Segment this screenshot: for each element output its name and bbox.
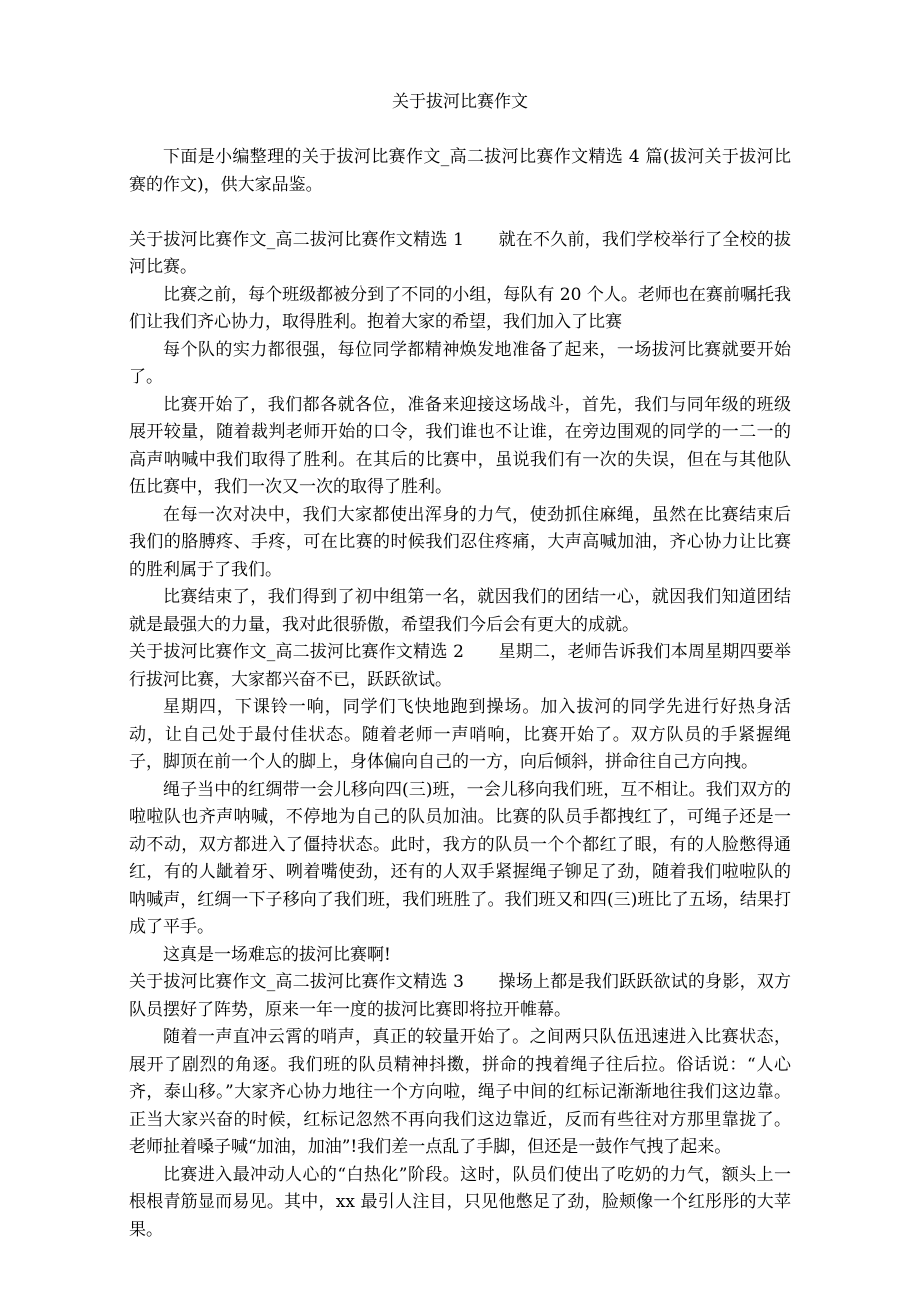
essay-paragraph: 在每一次对决中，我们大家都使出浑身的力气，使劲抓住麻绳，虽然在比赛结束后我们的胳膊疼、手疼，可在比赛的时候我们忍住疼痛，大声高喊加油，齐心协力让比赛的胜利属于了我们。 [129, 504, 791, 580]
section-3-heading-paragraph [129, 969, 791, 1024]
essay-paragraph: 随着一声直冲云霄的哨声，真正的较量开始了。之间两只队伍迅速进入比赛状态，展开了剧烈的角逐。我们班的队员精神抖擞，拼命的拽着绳子往后拉。俗话说：“人心齐，泰山移。”大家齐心协力地往一个方向啦，绳子中间的红标记渐渐地往我们这边靠。正当大家兴奋的时候，红标记忽然不再向我们这边靠近，反而有些往对方那里靠拢了。老师扯着嗓子喊“加油，加油”!我们差一点乱了手脚，但还是一鼓作气拽了起来。 [129, 1027, 791, 1157]
section-lead-text: 操场上都是我们跃跃欲试的身影，双方队员摆好了阵势，原来一年一度的拔河比赛即将拉开帷幕。 [129, 972, 791, 1020]
heading-separator [464, 230, 499, 250]
section-heading: 关于拔河比赛作文_高二拔河比赛作文精选 2 [129, 642, 464, 662]
heading-separator [464, 642, 499, 662]
document-title: 关于拔河比赛作文 [392, 92, 528, 112]
essay-paragraph: 比赛之前，每个班级都被分到了不同的小组，每队有 20 个人。老师也在赛前嘱托我们让我们齐心协力，取得胜利。抱着大家的希望，我们加入了比赛 [129, 284, 791, 332]
essay-paragraph: 这真是一场难忘的拔河比赛啊! [163, 944, 391, 965]
essay-paragraph: 比赛进入最冲动人心的“白热化”阶段。这时，队员们使出了吃奶的力气，额头上一根根青筋显而易见。其中，xx 最引人注目，只见他憋足了劲，脸颊像一个红彤彤的大苹果。 [129, 1164, 791, 1240]
section-lead-text: 就在不久前，我们学校举行了全校的拔河比赛。 [129, 229, 791, 277]
heading-separator [464, 972, 499, 992]
blank-line [129, 117, 791, 145]
essay-paragraph: 绳子当中的红绸带一会儿移向四(三)班，一会儿移向我们班，互不相让。我们双方的啦啦队也齐声呐喊，不停地为自己的队员加油。比赛的队员手都拽红了，可绳子还是一动不动，双方都进入了僵持状态。此时，我方的队员一个个都红了眼，有的人脸憋得通红，有的人龇着牙、咧着嘴使劲，还有的人双手紧握绳子铆足了劲，随着我们啦啦队的呐喊声，红绸一下子移向了我们班，我们班胜了。我们班又和四(三)班比了五场，结果打成了平手。 [129, 779, 791, 937]
section-heading: 关于拔河比赛作文_高二拔河比赛作文精选 3 [129, 972, 464, 992]
intro-paragraph: 下面是小编整理的关于拔河比赛作文_高二拔河比赛作文精选 4 篇(拔河关于拔河比赛的作文)，供大家品鉴。 [129, 147, 791, 195]
blank-line [129, 199, 791, 227]
section-lead-text: 星期二，老师告诉我们本周星期四要举行拔河比赛，大家都兴奋不已，跃跃欲试。 [129, 642, 791, 690]
essay-paragraph: 星期四，下课铃一响，同学们飞快地跑到操场。加入拔河的同学先进行好热身活动，让自己处于最付佳状态。随着老师一声哨响，比赛开始了。双方队员的手紧握绳子，脚顶在前一个人的脚上，身体偏向自己的一方，向后倾斜，拼命往自己方向拽。 [129, 697, 791, 772]
essay-paragraph: 比赛开始了，我们都各就各位，准备来迎接这场战斗，首先，我们与同年级的班级展开较量，随着裁判老师开始的口令，我们谁也不让谁，在旁边围观的同学的一二一的高声呐喊中我们取得了胜利。在其后的比赛中，虽说我们有一次的失误，但在与其他队伍比赛中，我们一次又一次的取得了胜利。 [129, 394, 791, 497]
section-heading: 关于拔河比赛作文_高二拔河比赛作文精选 1 [129, 229, 464, 250]
essay-paragraph: 每个队的实力都很强，每位同学都精神焕发地准备了起来，一场拔河比赛就要开始了。 [129, 339, 791, 387]
section-1-heading-paragraph [129, 227, 791, 282]
section-2-heading-paragraph [129, 639, 791, 694]
essay-paragraph: 比赛结束了，我们得到了初中组第一名，就因我们的团结一心，就因我们知道团结就是最强大的力量，我对此很骄傲，希望我们今后会有更大的成就。 [129, 587, 791, 635]
